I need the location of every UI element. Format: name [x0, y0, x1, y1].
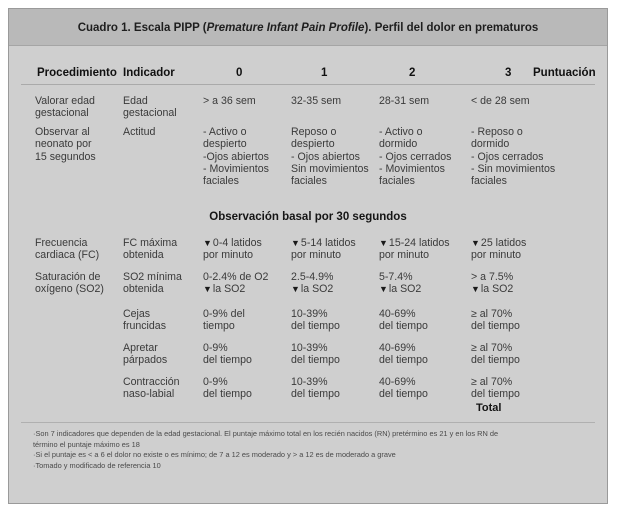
score-2-cell-text: - Ojos cerrados — [379, 150, 452, 163]
score-3-cell-line — [471, 126, 555, 138]
score-2-cell-text: dormido — [379, 138, 418, 151]
score-2-cell — [379, 342, 428, 367]
indicador-cell-line — [123, 126, 155, 138]
indicador-cell — [123, 126, 155, 138]
score-0-cell-text: por minuto — [203, 249, 254, 262]
score-2-cell-line — [379, 95, 429, 107]
score-3-cell-line — [471, 388, 520, 400]
procedimiento-cell-text: gestacional — [35, 107, 89, 120]
notes-divider — [21, 422, 595, 423]
score-3-cell-text: del tiempo — [471, 388, 520, 401]
score-1-cell-text: por minuto — [291, 249, 342, 262]
score-0-cell — [203, 271, 268, 296]
score-1-cell — [291, 95, 341, 107]
indicador-cell-text: Edad — [123, 95, 148, 107]
total-label: Total — [476, 402, 502, 414]
score-3-cell-text: la SO2 — [480, 283, 514, 296]
score-3-cell-text: - Ojos cerrados — [471, 150, 544, 163]
score-1-cell-line — [291, 388, 340, 400]
score-1-cell-line — [291, 151, 369, 163]
indicador-cell-text: gestacional — [123, 107, 177, 120]
indicador-cell-line — [123, 308, 166, 320]
score-3-cell-line — [471, 320, 520, 332]
score-2-cell-line — [379, 320, 428, 332]
score-2-cell-text: 40-69% — [379, 342, 416, 354]
score-1-cell-text: - Ojos abiertos — [291, 150, 360, 163]
score-1-cell — [291, 308, 340, 333]
score-1-cell-line — [291, 163, 369, 175]
score-2-cell-line — [379, 271, 421, 283]
down-arrow-icon: ▼ — [203, 238, 212, 248]
score-0-cell-line — [203, 138, 269, 150]
procedimiento-cell — [35, 237, 99, 262]
indicador-cell — [123, 342, 167, 367]
indicador-cell-text: Actitud — [123, 126, 156, 138]
score-2-cell-text: - Activo o — [379, 126, 423, 138]
score-1-cell — [291, 237, 356, 262]
score-1-cell-text: del tiempo — [291, 320, 340, 333]
indicador-cell-text: FC máxima — [123, 237, 178, 249]
score-3-cell-line — [471, 237, 526, 249]
footnotes — [33, 429, 593, 471]
score-3-cell-line — [471, 138, 555, 150]
score-2-cell-line — [379, 388, 428, 400]
procedimiento-cell-line — [35, 126, 96, 138]
score-2-cell — [379, 237, 450, 262]
indicador-cell-line — [123, 95, 177, 107]
score-0-cell-text: 0-4 latidos — [212, 237, 262, 249]
procedimiento-cell-line — [35, 107, 95, 119]
score-0-cell-line — [203, 388, 252, 400]
score-0-cell-text: despierto — [203, 138, 247, 151]
score-1-cell-line — [291, 342, 340, 354]
score-0-cell-text: la SO2 — [212, 283, 246, 296]
score-0-cell-line — [203, 151, 269, 163]
score-0-cell-line — [203, 308, 245, 320]
score-3-cell-line — [471, 354, 520, 366]
score-0-cell-line — [203, 126, 269, 138]
score-1-cell-line — [291, 95, 341, 107]
score-2-cell — [379, 308, 428, 333]
indicador-cell — [123, 271, 182, 296]
indicador-cell-line — [123, 354, 167, 366]
observation-heading: Observación basal por 30 segundos — [209, 211, 407, 223]
score-0-cell-text: 0-9% — [203, 376, 228, 388]
indicador-cell-line — [123, 376, 180, 388]
title-suffix: ). Perfil del dolor en prematuros — [364, 22, 539, 34]
title-italic: Premature Infant Pain Profile — [206, 22, 365, 34]
score-3-cell-text: faciales — [471, 175, 507, 188]
header-col-3: 3 — [505, 67, 512, 79]
score-3-cell-line — [471, 95, 530, 107]
score-1-cell — [291, 376, 340, 401]
score-2-cell-line — [379, 308, 428, 320]
score-3-cell — [471, 95, 530, 107]
score-2-cell — [379, 376, 428, 401]
score-1-cell — [291, 271, 333, 296]
indicador-cell-line — [123, 283, 182, 295]
score-2-cell-line — [379, 342, 428, 354]
indicador-cell — [123, 376, 180, 401]
procedimiento-cell-line — [35, 271, 104, 283]
score-2-cell-line — [379, 237, 450, 249]
score-3-cell-text: > a 7.5% — [471, 271, 514, 283]
score-0-cell-text: - Activo o — [203, 126, 247, 138]
score-3-cell — [471, 237, 526, 262]
score-2-cell-line — [379, 354, 428, 366]
score-0-cell-text: 0-9% — [203, 342, 228, 354]
score-2-cell — [379, 271, 421, 296]
indicador-cell-line — [123, 342, 167, 354]
score-3-cell — [471, 376, 520, 401]
score-1-cell-line — [291, 271, 333, 283]
score-0-cell — [203, 237, 262, 262]
score-2-cell-text: 40-69% — [379, 308, 416, 320]
score-3-cell-text: del tiempo — [471, 320, 520, 333]
score-3-cell-text: ≥ al 70% — [471, 308, 513, 320]
score-1-cell-line — [291, 308, 340, 320]
indicador-cell-line — [123, 320, 166, 332]
score-1-cell-text: despierto — [291, 138, 335, 151]
procedimiento-cell-text: Frecuencia — [35, 237, 88, 249]
score-3-cell-text: ≥ al 70% — [471, 376, 513, 388]
score-0-cell-line — [203, 354, 252, 366]
indicador-cell-line — [123, 107, 177, 119]
score-1-cell-line — [291, 354, 340, 366]
header-puntuacion: Puntuación — [533, 67, 596, 79]
procedimiento-cell — [35, 95, 95, 120]
score-1-cell-line — [291, 249, 356, 261]
score-0-cell-text: 0-2.4% de O2 — [203, 271, 269, 283]
score-3-cell-text: - Reposo o — [471, 126, 523, 138]
score-1-cell-line — [291, 283, 333, 295]
score-1-cell-line — [291, 376, 340, 388]
score-1-cell-text: 32-35 sem — [291, 95, 342, 107]
score-0-cell-text: tiempo — [203, 320, 235, 333]
score-0-cell-text: del tiempo — [203, 354, 252, 367]
score-3-cell-text: por minuto — [471, 249, 522, 262]
score-2-cell-line — [379, 126, 451, 138]
score-0-cell — [203, 126, 269, 187]
header-col-0: 0 — [236, 67, 243, 79]
procedimiento-cell-line — [35, 237, 99, 249]
table-title — [9, 9, 607, 46]
score-3-cell-text: del tiempo — [471, 354, 520, 367]
footnote-line: término el puntaje máximo es 18 — [33, 439, 140, 449]
indicador-cell — [123, 308, 166, 333]
indicador-cell-text: obtenida — [123, 283, 164, 296]
score-1-cell-line — [291, 126, 369, 138]
score-1-cell-text: 10-39% — [291, 376, 328, 388]
score-2-cell-text: 15-24 latidos — [388, 237, 450, 249]
score-2-cell-text: 5-7.4% — [379, 271, 413, 283]
score-0-cell-line — [203, 320, 245, 332]
procedimiento-cell — [35, 126, 96, 163]
down-arrow-icon: ▼ — [203, 284, 212, 295]
score-2-cell-line — [379, 376, 428, 388]
procedimiento-cell-text: oxígeno (SO2) — [35, 283, 104, 296]
procedimiento-cell-line — [35, 283, 104, 295]
indicador-cell-line — [123, 388, 180, 400]
score-3-cell-line — [471, 151, 555, 163]
score-0-cell-line — [203, 283, 268, 295]
procedimiento-cell-line — [35, 151, 96, 163]
score-0-cell-line — [203, 175, 269, 187]
header-col-2: 2 — [409, 67, 416, 79]
procedimiento-cell-text: Valorar edad — [35, 95, 95, 107]
indicador-cell-text: obtenida — [123, 249, 164, 262]
score-0-cell-line — [203, 163, 269, 175]
score-3-cell-line — [471, 175, 555, 187]
procedimiento-cell-text: 15 segundos — [35, 150, 96, 163]
score-3-cell-text: dormido — [471, 138, 510, 151]
score-0-cell — [203, 308, 245, 333]
score-0-cell-line — [203, 376, 252, 388]
down-arrow-icon: ▼ — [471, 238, 480, 248]
score-2-cell-line — [379, 138, 451, 150]
procedimiento-cell-text: neonato por — [35, 138, 92, 151]
procedimiento-cell-line — [35, 138, 96, 150]
procedimiento-cell-line — [35, 249, 99, 261]
score-1-cell — [291, 342, 340, 367]
score-2-cell-text: por minuto — [379, 249, 430, 262]
score-2-cell — [379, 126, 451, 187]
score-1-cell-text: 2.5-4.9% — [291, 271, 334, 283]
down-arrow-icon: ▼ — [379, 284, 388, 295]
indicador-cell-text: párpados — [123, 354, 168, 367]
score-0-cell-line — [203, 95, 256, 107]
score-3-cell-line — [471, 283, 513, 295]
indicador-cell-text: fruncidas — [123, 320, 166, 333]
score-2-cell-line — [379, 249, 450, 261]
score-1-cell-text: del tiempo — [291, 388, 340, 401]
down-arrow-icon: ▼ — [291, 238, 300, 248]
score-3-cell-text: - Sin movimientos — [471, 162, 556, 175]
procedimiento-cell-text: Saturación de — [35, 271, 101, 283]
score-0-cell — [203, 95, 256, 107]
indicador-cell-line — [123, 271, 182, 283]
procedimiento-cell — [35, 271, 104, 296]
score-0-cell-text: - Movimientos — [203, 162, 269, 175]
score-1-cell-text: 10-39% — [291, 342, 328, 354]
down-arrow-icon: ▼ — [379, 238, 388, 248]
score-1-cell-text: 10-39% — [291, 308, 328, 320]
header-col-1: 1 — [321, 67, 328, 79]
down-arrow-icon: ▼ — [291, 284, 300, 295]
score-2-cell-line — [379, 151, 451, 163]
score-1-cell-text: del tiempo — [291, 354, 340, 367]
score-1-cell — [291, 126, 369, 187]
indicador-cell-text: Contracción — [123, 376, 180, 388]
indicador-cell — [123, 237, 177, 262]
score-1-cell-text: Reposo o — [291, 126, 337, 138]
title-prefix: Cuadro 1. Escala PIPP ( — [77, 22, 207, 34]
score-3-cell-line — [471, 271, 513, 283]
indicador-cell-text: Apretar — [123, 342, 158, 354]
score-2-cell-text: del tiempo — [379, 320, 428, 333]
score-0-cell-text: 0-9% del — [203, 308, 245, 320]
procedimiento-cell-text: cardiaca (FC) — [35, 249, 100, 262]
score-3-cell-line — [471, 342, 520, 354]
score-0-cell — [203, 342, 252, 367]
score-3-cell — [471, 126, 555, 187]
score-2-cell-line — [379, 163, 451, 175]
score-2-cell-text: del tiempo — [379, 354, 428, 367]
score-2-cell-line — [379, 175, 451, 187]
score-2-cell-text: faciales — [379, 175, 415, 188]
score-0-cell-line — [203, 237, 262, 249]
indicador-cell-text: naso-labial — [123, 388, 175, 401]
score-3-cell-line — [471, 376, 520, 388]
score-1-cell-text: 5-14 latidos — [300, 237, 356, 249]
score-3-cell — [471, 308, 520, 333]
score-3-cell — [471, 271, 513, 296]
score-3-cell-text: ≥ al 70% — [471, 342, 513, 354]
header-indicador: Indicador — [123, 67, 175, 79]
score-0-cell-text: del tiempo — [203, 388, 252, 401]
score-1-cell-text: la SO2 — [300, 283, 334, 296]
score-3-cell — [471, 342, 520, 367]
score-0-cell — [203, 376, 252, 401]
score-3-cell-line — [471, 163, 555, 175]
table-panel — [8, 8, 608, 504]
score-2-cell-text: la SO2 — [388, 283, 422, 296]
procedimiento-cell-text: Observar al — [35, 126, 90, 138]
footnote-line: ·Son 7 indicadores que dependen de la edad gestacional. El puntaje máximo total en los recién nacidos (RN) pretérmino es 21 y en los RN de — [33, 429, 499, 438]
score-1-cell-line — [291, 320, 340, 332]
score-2-cell-text: del tiempo — [379, 388, 428, 401]
indicador-cell-text: SO2 mínima — [123, 271, 182, 283]
indicador-cell-line — [123, 249, 177, 261]
score-0-cell-line — [203, 271, 268, 283]
score-2-cell-line — [379, 283, 421, 295]
score-0-cell-text: > a 36 sem — [203, 95, 256, 107]
score-3-cell-text: < de 28 sem — [471, 95, 530, 107]
indicador-cell — [123, 95, 177, 120]
header-divider — [21, 84, 595, 85]
indicador-cell-line — [123, 237, 177, 249]
header-procedimiento: Procedimiento — [37, 67, 117, 79]
score-1-cell-text: faciales — [291, 175, 327, 188]
score-2-cell-text: 40-69% — [379, 376, 416, 388]
score-0-cell-text: faciales — [203, 175, 239, 188]
score-2-cell-text: - Movimientos — [379, 162, 445, 175]
score-2-cell — [379, 95, 429, 107]
score-1-cell-line — [291, 237, 356, 249]
score-3-cell-line — [471, 249, 526, 261]
procedimiento-cell-line — [35, 95, 95, 107]
indicador-cell-text: Cejas — [123, 308, 151, 320]
score-3-cell-text: 25 latidos — [480, 237, 527, 249]
score-1-cell-line — [291, 138, 369, 150]
score-0-cell-text: -Ojos abiertos — [203, 150, 269, 163]
footnote-line: ·Tomado y modificado de referencia 10 — [33, 460, 161, 470]
score-2-cell-text: 28-31 sem — [379, 95, 430, 107]
down-arrow-icon: ▼ — [471, 284, 480, 295]
score-0-cell-line — [203, 342, 252, 354]
score-0-cell-line — [203, 249, 262, 261]
footnote-line: ·Si el puntaje es < a 6 el dolor no existe o es mínimo; de 7 a 12 es moderado y > a 12 es de moderado a grave — [33, 450, 396, 460]
score-3-cell-line — [471, 308, 520, 320]
score-1-cell-line — [291, 175, 369, 187]
score-1-cell-text: Sin movimientos — [291, 162, 369, 175]
